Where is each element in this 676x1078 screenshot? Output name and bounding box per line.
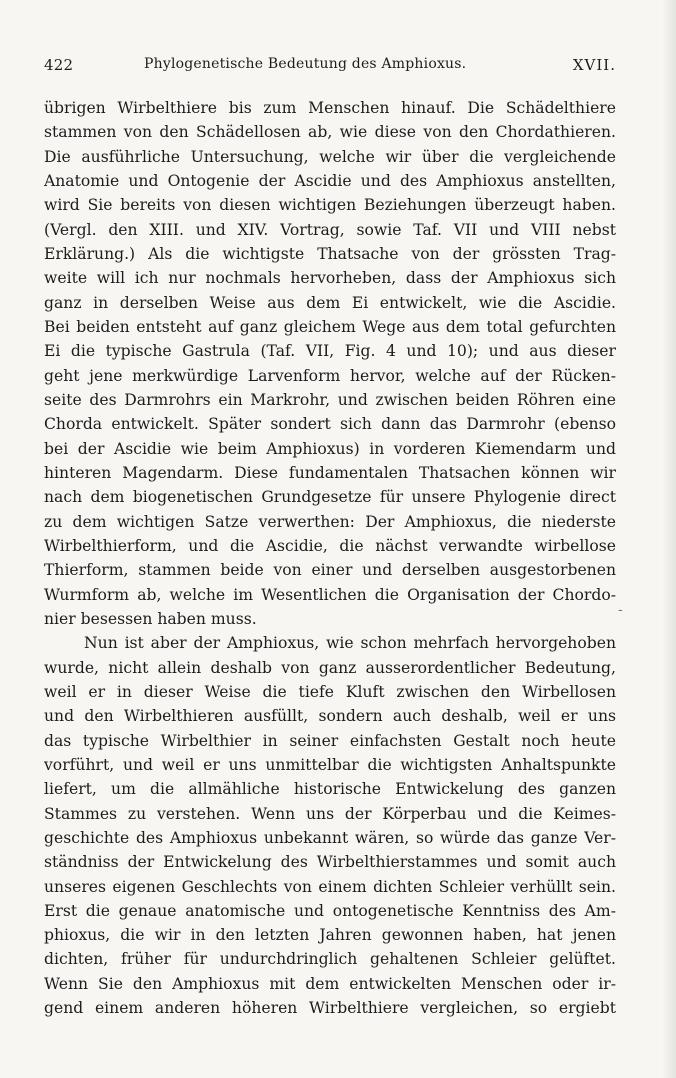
text-line: geht jene merkwürdige Larvenform hervor, welche auf der Rücken- [44, 366, 616, 385]
paragraph [44, 631, 616, 1020]
text-line: übrigen Wirbelthiere bis zum Menschen hinauf. Die Schädelthiere [44, 99, 616, 117]
text-line: liefert, um die allmähliche historische Entwickelung des ganzen [44, 780, 616, 799]
text-line: Stammes zu verstehen. Wenn uns der Körperbau und die Keimes- [44, 804, 616, 823]
text-line: Thierform, stammen beide von einer und derselben ausgestorbenen [44, 561, 616, 580]
text-line: Bei beiden entsteht auf ganz gleichem Wege aus dem total gefurchten [44, 317, 616, 336]
text-line: vorführt, und weil er uns unmittelbar die wichtigsten Anhaltspunkte [44, 755, 616, 774]
text-line: ganz in derselben Weise aus dem Ei entwickelt, wie die Ascidie. [44, 293, 616, 312]
text-line: wird Sie bereits von diesen wichtigen Beziehungen überzeugt haben. [44, 196, 616, 215]
text-line: hinteren Magendarm. Diese fundamentalen Thatsachen können wir [44, 463, 616, 482]
paragraph [44, 96, 616, 631]
text-line: und den Wirbelthieren ausfüllt, sondern auch deshalb, weil er uns [44, 707, 616, 726]
text-line: phioxus, die wir in den letzten Jahren gewonnen haben, hat jenen [44, 926, 616, 945]
text-line: Wirbelthierform, und die Ascidie, die nächst verwandte wirbellose [44, 536, 616, 555]
text-line: ständniss der Entwickelung des Wirbelthierstammes und somit auch [44, 853, 616, 872]
text-line: Anatomie und Ontogenie der Ascidie und des Amphioxus anstellten, [44, 171, 616, 190]
text-line: dichten, früher für undurchdringlich gehaltenen Schleier gelüftet. [44, 950, 616, 969]
text-line: Wurmform ab, welche im Wesentlichen die Organisation der Chordo- [44, 585, 616, 604]
text-line: Nun ist aber der Amphioxus, wie schon mehrfach hervorgehoben [84, 634, 616, 653]
text-line: stammen von den Schädellosen ab, wie diese von den Chordathieren. [44, 123, 616, 142]
text-line: Die ausführliche Untersuchung, welche wir über die vergleichende [44, 147, 616, 166]
text-line: (Vergl. den XIII. und XIV. Vortrag, sowie Taf. VII und VIII nebst [44, 220, 616, 239]
text-line: Chorda entwickelt. Später sondert sich dann das Darmrohr (ebenso [44, 415, 616, 434]
book-page [44, 56, 616, 1020]
text-line: Wenn Sie den Amphioxus mit dem entwickelten Menschen oder ir- [44, 974, 616, 993]
running-header [44, 56, 616, 82]
page-edge-shadow [662, 0, 676, 1078]
text-line: Erklärung.) Als die wichtigste Thatsache von der grössten Trag- [44, 244, 616, 263]
text-line: weil er in dieser Weise die tiefe Kluft zwischen den Wirbellosen [44, 682, 616, 701]
text-line: gend einem anderen höheren Wirbelthiere vergleichen, so ergiebt [44, 999, 616, 1018]
text-line: zu dem wichtigen Satze verwerthen: Der Amphioxus, die niederste [44, 512, 616, 531]
text-line: das typische Wirbelthier in seiner einfachsten Gestalt noch heute [44, 731, 616, 750]
text-line: nier besessen haben muss. [44, 609, 257, 628]
text-line: Ei die typische Gastrula (Taf. VII, Fig. 4 und 10); und aus dieser [44, 342, 616, 361]
text-line: Erst die genaue anatomische und ontogenetische Kenntniss des Am- [44, 901, 616, 920]
body-text [44, 96, 616, 1020]
page-number: 422 [44, 56, 74, 74]
margin-mark: - [618, 602, 623, 618]
text-line: wurde, nicht allein deshalb von ganz ausserordentlicher Bedeutung, [44, 658, 616, 677]
text-line: nach dem biogenetischen Grundgesetze für unsere Phylogenie direct [44, 488, 616, 507]
chapter-number: XVII. [572, 56, 616, 74]
running-title: Phylogenetische Bedeutung des Amphioxus. [144, 56, 467, 72]
text-line: weite will ich nur nochmals hervorheben, dass der Amphioxus sich [44, 269, 616, 288]
text-line: seite des Darmrohrs ein Markrohr, und zwischen beiden Röhren eine [44, 390, 616, 409]
text-line: geschichte des Amphioxus unbekannt wären, so würde das ganze Ver- [44, 828, 616, 847]
text-line: bei der Ascidie wie beim Amphioxus) in vorderen Kiemendarm und [44, 439, 616, 458]
text-line: unseres eigenen Geschlechts von einem dichten Schleier verhüllt sein. [44, 877, 616, 896]
